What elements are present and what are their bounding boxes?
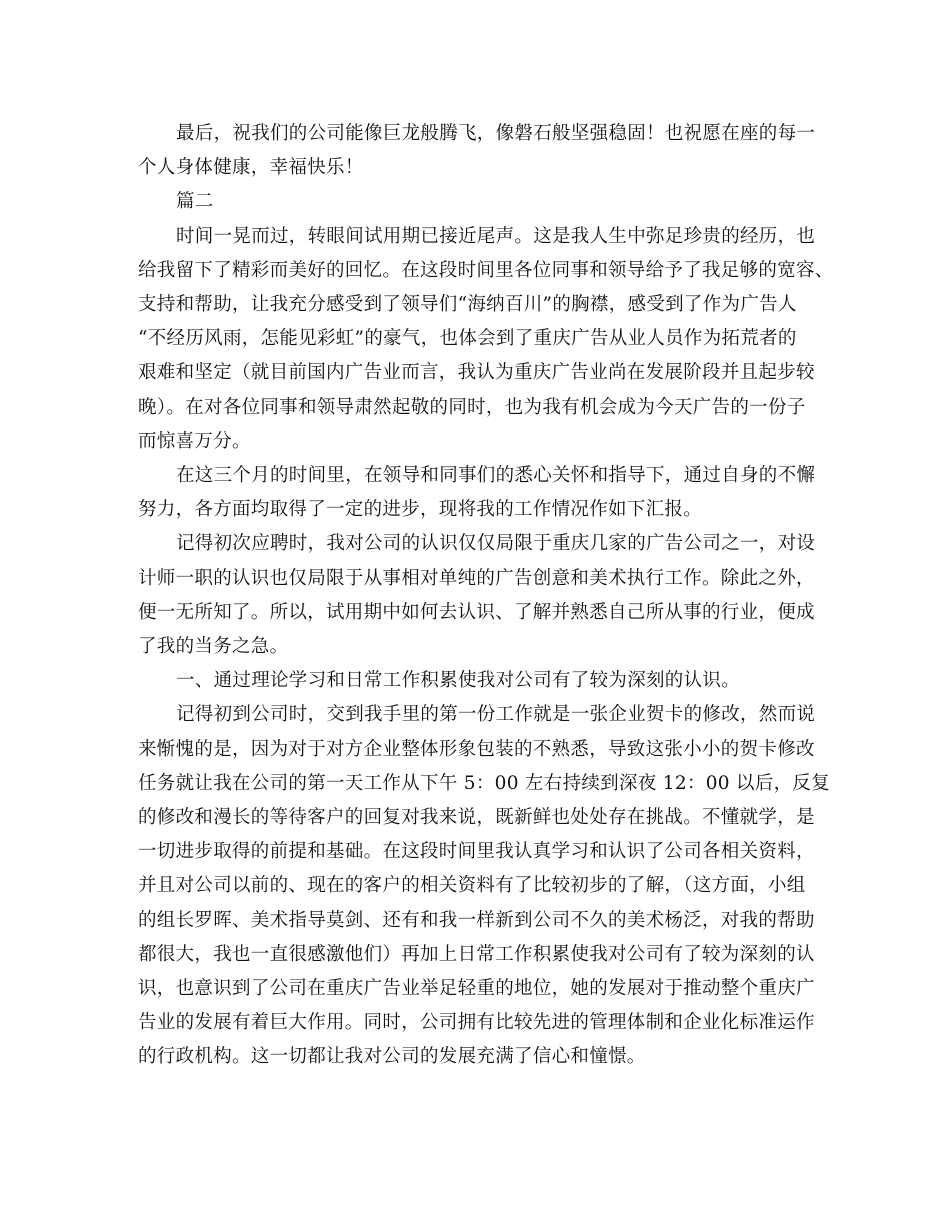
text-line: 努力，各方面均取得了一定的进步，现将我的工作情况作如下汇报。 bbox=[138, 499, 703, 521]
text-line: 的修改和漫长的等待客户的回复对我来说，既新鲜也处处存在挑战。不懂就学，是 bbox=[138, 807, 815, 828]
text-line: 时间一晃而过，转眼间试用期已接近尾声。这是我人生中弥足珍贵的经历，也 bbox=[176, 225, 816, 247]
text-line: 来惭愧的是，因为对于对方企业整体形象包装的不熟悉，导致这张小小的贺卡修改 bbox=[138, 738, 815, 760]
text-line: 艰难和坚定（就目前国内广告业而言，我认为重庆广告业尚在发展阶段并且起步较 bbox=[138, 362, 815, 384]
text-line: 在这三个月的时间里，在领导和同事们的悉心关怀和指导下，通过自身的不懈 bbox=[176, 465, 816, 486]
text-line: 支持和帮助，让我充分感受到了领导们“海纳百川”的胸襟，感受到了作为广告人 bbox=[138, 294, 797, 315]
text-line: 一切进步取得的前提和基础。在这段时间里我认真学习和认识了公司各相关资料， bbox=[138, 841, 815, 863]
text-line: 并且对公司以前的、现在的客户的相关资料有了比较初步的了解，（这方面，小组 bbox=[138, 875, 806, 897]
text-line: 计师一职的认识也仅局限于从事相对单纯的广告创意和美术执行工作。除此之外， bbox=[138, 567, 815, 589]
text-line: 的行政机构。这一切都让我对公司的发展充满了信心和憧憬。 bbox=[138, 1046, 646, 1068]
text-line: 个人身体健康，幸福快乐！ bbox=[138, 157, 364, 179]
text-line: 晚）。在对各位同事和领导肃然起敬的同时，也为我有机会成为今天广告的一份子 bbox=[138, 396, 806, 418]
text-line: 最后，祝我们的公司能像巨龙般腾飞，像磐石般坚强稳固！也祝愿在座的每一 bbox=[176, 123, 816, 144]
text-line: 识，也意识到了公司在重庆广告业举足轻重的地位，她的发展对于推动整个重庆广 bbox=[138, 978, 815, 999]
text-line: 记得初到公司时，交到我手里的第一份工作就是一张企业贺卡的修改，然而说 bbox=[176, 704, 816, 726]
text-line: 任务就让我在公司的第一天工作从下午 5：00 左右持续到深夜 12：00 以后，反复 bbox=[138, 772, 831, 794]
text-line: “不经历风雨，怎能见彩虹”的豪气，也体会到了重庆广告从业人员作为拓荒者的 bbox=[138, 328, 797, 350]
text-line: 了我的当务之急。 bbox=[138, 636, 289, 657]
text-line: 告业的发展有着巨大作用。同时，公司拥有比较先进的管理体制和企业化标准运作 bbox=[138, 1012, 815, 1034]
text-line: 都很大，我也一直很感激他们）再加上日常工作积累使我对公司有了较为深刻的认 bbox=[138, 943, 815, 965]
text-line: 给我留下了精彩而美好的回忆。在这段时间里各位同事和领导给予了我足够的宽容、 bbox=[138, 259, 834, 281]
text-line: 便一无所知了。所以，试用期中如何去认识、了解并熟悉自己所从事的行业，便成 bbox=[138, 601, 815, 623]
text-line: 而惊喜万分。 bbox=[138, 430, 251, 452]
text-line: 的组长罗晖、美术指导莫剑、还有和我一样新到公司不久的美术杨泛，对我的帮助 bbox=[138, 909, 815, 931]
text-line: 篇二 bbox=[176, 191, 214, 213]
text-line: 一、通过理论学习和日常工作积累使我对公司有了较为深刻的认识。 bbox=[176, 670, 741, 692]
text-line: 记得初次应聘时，我对公司的认识仅仅局限于重庆几家的广告公司之一，对设 bbox=[176, 533, 816, 555]
